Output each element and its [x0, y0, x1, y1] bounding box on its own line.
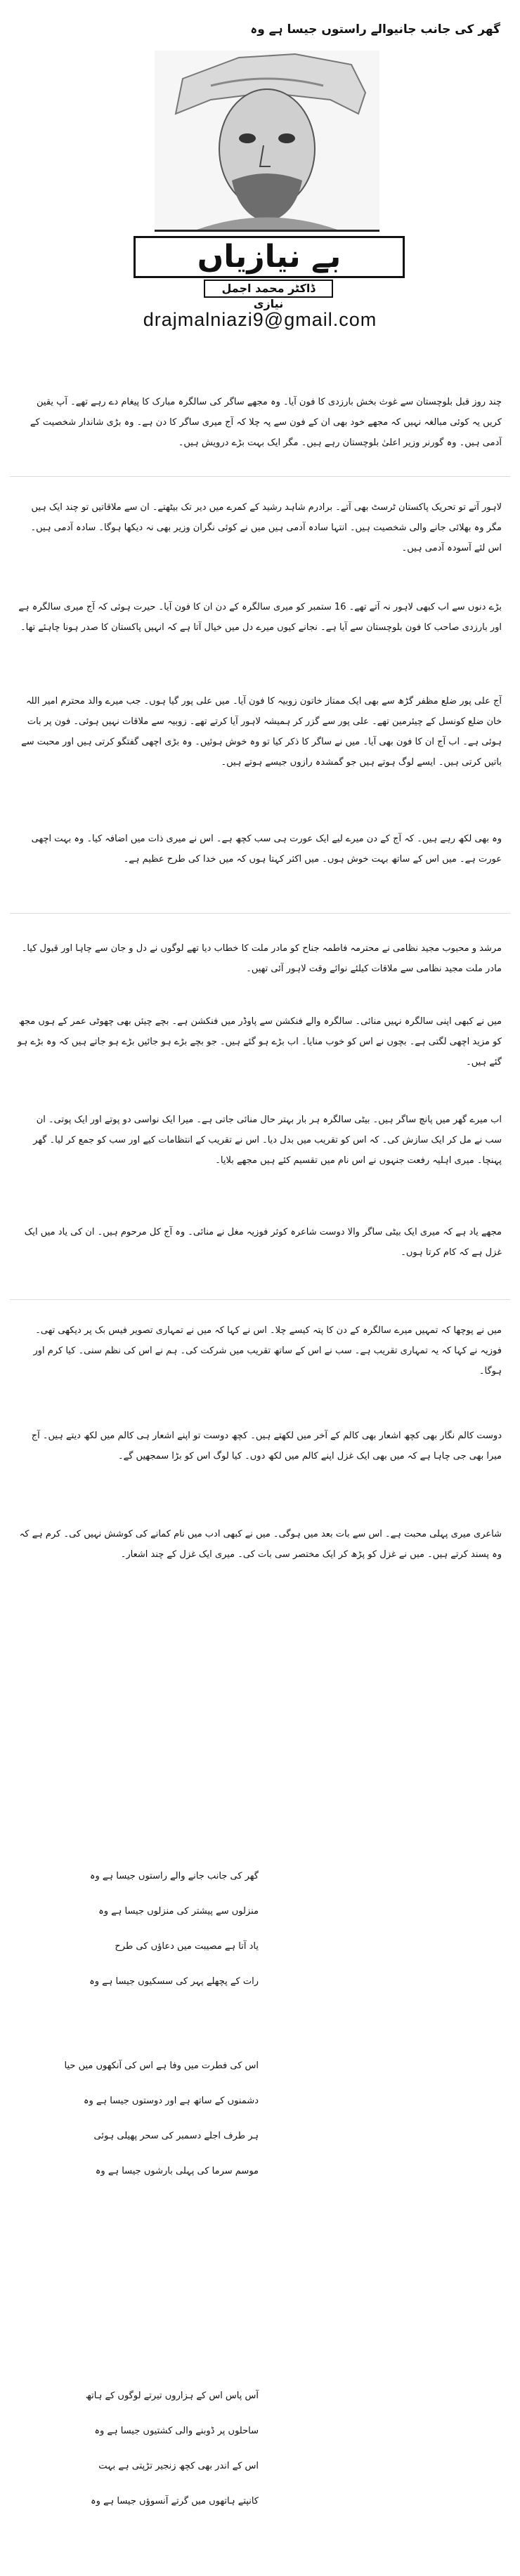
column-name-banner: بے نیازیاں [134, 236, 405, 278]
paragraph: آج علی پور ضلع مظفر گڑھ سے بھی ایک ممتاز خاتون زوبیہ کا فون آیا۔ میں علی پور گیا ہوں۔ جب میرے والد محترم امیر اللہ خان ضلع کونسل کے چیئرمین تھے۔ علی پور سے گزر کر ہمیشہ لاہور آیا کرتے تھے۔ زوبیہ سے ملاقات نہیں ہوئی۔ فون پر بات ہوئی ہے۔ اب آج ان کا فون بھی آیا۔ میں نے ساگر کا ذکر کیا تو وہ خوش ہوئیں۔ وہ بڑی اچھی گفتگو کرتی ہیں اور محبت سے باتیں کرتی ہیں۔ ایسے لوگ ہوتے ہیں جو گمشدہ رازوں جیسے ہوتے ہیں۔ [21, 696, 502, 768]
poem-line: دشمنوں کے ساتھ ہے اور دوستوں جیسا ہے وہ [83, 2096, 259, 2106]
poem-line: گھر کی جانب جانے والے راستوں جیسا ہے وہ [89, 1871, 259, 1881]
paragraph: لاہور آتے تو تحریک پاکستان ٹرسٹ بھی آتے۔ برادرم شاہد رشید کے کمرے میں دیر تک بیٹھتے۔ ان سے ملاقاتیں تو چند ایک ہیں مگر وہ بھلائی جانے والی شخصیت ہیں۔ انتہا سادہ آدمی ہیں میں نے کوئی نگران وزیر بھی نہ دیکھا ہوگا۔ سادہ آدمی ہیں۔ اس لئے آسودہ آدمی ہیں۔ [30, 502, 502, 553]
paragraph: وہ بھی لکھ رہے ہیں۔ کہ آج کے دن میرے لیے ایک عورت ہی سب کچھ ہے۔ اس نے میری ذات میں اضافہ کیا۔ وہ بہت اچھی عورت ہے۔ میں اس کے ساتھ بہت خوش ہوں۔ میں اکثر کہتا ہوں کہ میں خدا کی طرح عظیم ہے۔ [31, 834, 502, 865]
author-name-banner: ڈاکٹر محمد اجمل نیازی [204, 280, 333, 298]
poem-line: کانپتے ہاتھوں میں گرتے آنسوؤں جیسا ہے وہ [90, 2496, 259, 2506]
poem-line: موسم سرما کی پہلی بارشوں جیسا ہے وہ [95, 2166, 259, 2176]
column-banner [119, 51, 415, 310]
poem-line: رات کے پچھلے پہر کی سسکیوں جیسا ہے وہ [89, 1976, 259, 1987]
paragraph: میں نے کبھی اپنی سالگرہ نہیں منائی۔ سالگرہ والے فنکشن سے پاوڈر میں فنکشن ہے۔ بچے چیئں بھی چھوٹی عمر کے ہوں مجھ کو مزید اچھی لگتی ہے۔ بچوں نے اس کو خوب منایا۔ اب بڑے ہو گئے ہیں۔ جو بچے بڑے ہو جائیں بڑے ہو جاتے ہیں کہ وہ بڑے ہو گئے ہیں۔ [17, 1016, 502, 1067]
column-headline: گھر کی جانب جانیوالے راستوں جیسا ہے وہ [250, 22, 500, 37]
poem-line: اس کی فطرت میں وفا ہے اس کی آنکھوں میں حیا [64, 2061, 259, 2071]
author-email[interactable]: drajmalniazi9@gmail.com [143, 309, 377, 330]
paragraph: چند روز قبل بلوچستان سے غوث بخش بارزدی کا فون آیا۔ وہ مجھے ساگر کی سالگرہ مبارک کا پیغام دے رہے تھے۔ آپ یقین کریں یہ کوئی مبالغہ نہیں کہ مجھے خود بھی ان کے فون سے پہ چلا کہ آج میری ساگر کا دن ہے۔ وہ بڑی شاندار شخصیت کے آدمی ہیں۔ وہ گورنر وزیر اعلیٰ بلوچستان رہے ہیں۔ مگر ایک بہت بڑے درویش ہیں۔ [30, 397, 502, 448]
paragraph: دوست کالم نگار بھی کچھ اشعار بھی کالم کے آخر میں لکھتے ہیں۔ کچھ دوست تو اپنے اشعار ہی کالم میں لکھ دیتے ہیں۔ آج میرا بھی جی چاہا ہے کہ میں بھی ایک غزل اپنے کالم میں لکھ دوں۔ کیا لوگ اس کو بڑا سمجھیں گے۔ [31, 1431, 502, 1461]
author-portrait [155, 51, 379, 232]
section-divider [10, 1299, 510, 1300]
section-divider [10, 913, 510, 914]
paragraph: شاعری میری پہلی محبت ہے۔ اس سے بات بعد میں ہوگی۔ میں نے کبھی ادب میں نام کمانے کی کوشش نہیں کی۔ کرم ہے کہ وہ پسند کرتے ہیں۔ میں نے غزل کو پڑھ کر ایک مختصر سی بات کی۔ میری ایک غزل کے چند اشعار۔ [19, 1529, 502, 1560]
poem-line: ساحلوں پر ڈوبنے والی کشتیوں جیسا ہے وہ [94, 2426, 259, 2436]
paragraph: مرشد و محبوب مجید نظامی نے محترمہ فاطمہ جناح کو مادر ملت کا خطاب دیا تھے لوگوں نے دل و جان سے چاہا اور قبول کیا۔ مادر ملت مجید نظامی سے ملاقات کیلئے نوائے وقت لاہور آئی تھیں۔ [21, 943, 502, 974]
section-divider [10, 476, 510, 477]
poem-line: اس کے اندر بھی کچھ زنجیر تڑپتی ہے بہت [98, 2461, 259, 2471]
paragraph: اب میرے گھر میں پانچ ساگر ہیں۔ بیٹی سالگرہ ہر بار بہتر حال منائی جاتی ہے۔ میرا ایک نواسی دو پوتے اور ایک پوتی۔ ان سب نے مل کر ایک سازش کی۔ کہ اس کو تقریب میں بدل دیا۔ اس نے تقریب کے انتظامات کیے اور سب کو جمع کر لیا۔ گھر پہنچا۔ میری اہلیہ رفعت جنہوں نے اس نام میں تقسیم کئے ہیں مجھے بلایا۔ [33, 1115, 502, 1166]
poem-line: آس پاس اس کے ہزاروں تیرتے لوگوں کے ہاتھ [85, 2391, 259, 2401]
poem-line: منزلوں سے پیشتر کی منزلوں جیسا ہے وہ [98, 1906, 259, 1917]
paragraph: میں نے پوچھا کہ تمہیں میرے سالگرہ کے دن کا پتہ کیسے چلا۔ اس نے کہا کہ میں نے تمہاری تصویر فیس بک پر دیکھی تھی۔ فوزیہ نے کہا کہ یہ تمہاری تقریب ہے۔ سب نے اس کے ساتھ تقریب میں شرکت کی۔ ہم نے اس کی نظم سنی۔ کیا کرم اور ہوگا۔ [33, 1325, 502, 1376]
poem-line: یاد آتا ہے مصیبت میں دعاؤں کی طرح [115, 1941, 259, 1952]
paragraph: بڑے دنوں سے اب کبھی لاہور نہ آتے تھے۔ 16 ستمبر کو میری سالگرہ کے دن ان کا فون آیا۔ حیرت ہوئی کہ آج میری سالگرہ ہے اور بارزدی صاحب کا فون بلوچستان سے آیا ہے۔ نجانے کیوں میرے دل میں خیال آتا ہے کہ انہیں پاکستان کا صدر ہونا چاہئے تھا۔ [18, 602, 502, 633]
poem-line: ہر طرف اجلے دسمبر کی سحر پھیلی ہوئی [93, 2131, 259, 2141]
author-portrait-drawing [155, 51, 379, 230]
paragraph: مجھے یاد ہے کہ میری ایک بیٹی ساگر والا دوست شاعرہ کوثر فوزیہ مغل نے منائی۔ وہ آج کل مرحوم ہیں۔ ان کی یاد میں ایک غزل ہے کہ کام کرتا ہوں۔ [24, 1227, 502, 1258]
